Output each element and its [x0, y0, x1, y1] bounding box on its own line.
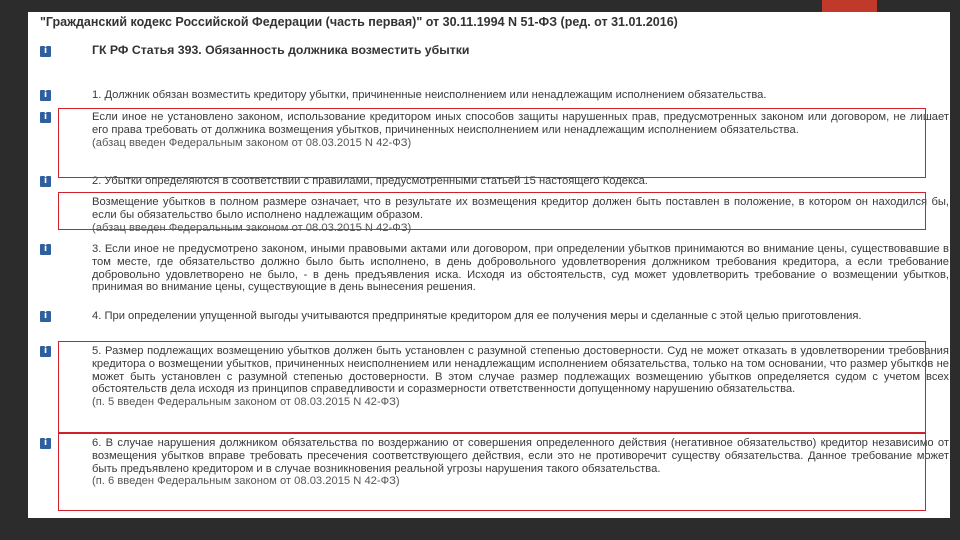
paragraph-text: 3. Если иное не предусмотрено законом, иными правовыми актами или договором, при определении убытков принимаются во внимание цены, существовавшие в том месте, где обязательство должно было быть исполнено, в день добровольного удовлетворения должником требования кредитора, а если требование добровольно удовлетворено не было, - в день предъявления иска. Исходя из обстоятельств, суд может удовлетворить требование о возмещении убытков, принимая во внимание цены, существующие в день вынесения решения.: [92, 243, 949, 294]
info-icon[interactable]: i: [40, 438, 51, 449]
paragraph-text-block: [92, 345, 949, 409]
info-icon[interactable]: i: [40, 176, 51, 187]
paragraph-text: 4. При определении упущенной выгоды учитываются предпринятые кредитором для ее получения меры и сделанные с этой целью приготовления.: [92, 310, 862, 322]
amendment-note: (п. 6 введен Федеральным законом от 08.03.2015 N 42-ФЗ): [92, 475, 400, 488]
paragraph-text: Возмещение убытков в полном размере означает, что в результате их возмещения кредитор должен быть поставлен в положение, в котором он находился бы, если бы обязательство было исполнено надлежащим образом.: [92, 196, 949, 221]
info-icon[interactable]: i: [40, 46, 51, 57]
info-icon[interactable]: i: [40, 311, 51, 322]
info-icon[interactable]: i: [40, 90, 51, 101]
article-title: ГК РФ Статья 393. Обязанность должника возместить убытки: [92, 43, 470, 57]
info-icon[interactable]: i: [40, 244, 51, 255]
amendment-note: (абзац введен Федеральным законом от 08.03.2015 N 42-ФЗ): [92, 221, 412, 234]
amendment-note: (абзац введен Федеральным законом от 08.03.2015 N 42-ФЗ): [92, 136, 412, 149]
amendment-note: (п. 5 введен Федеральным законом от 08.03.2015 N 42-ФЗ): [92, 396, 400, 409]
info-icon[interactable]: i: [40, 346, 51, 357]
paragraph-text: 6. В случае нарушения должником обязательства по воздержанию от совершения определенного действия (негативное обязательство) кредитор независимо от возмещения убытков вправе требовать пресечения соответствующего действия, если это не противоречит существу обязательства. Данное требование может быть предъявлено кредитором и в случае возникновения реальной угрозы нарушения такого обязательства.: [92, 437, 949, 475]
paragraph-text: 5. Размер подлежащих возмещению убытков должен быть установлен с разумной степенью достоверности. Суд не может отказать в удовлетворении требования кредитора о возмещении убытков, причиненных неисполнением или ненадлежащим исполнением обязательства, только на том основании, что размер убытков не может быть установлен с разумной степенью достоверности. В этом случае размер подлежащих возмещению убытков определяется судом с учетом всех обстоятельств дела исходя из принципов справедливости и соразмерности ответственности допущенному нарушению обязательства.: [92, 345, 949, 396]
paragraph-text-block: [92, 196, 949, 234]
paragraph-text: Если иное не установлено законом, использование кредитором иных способов защиты нарушенных прав, предусмотренных законом или договором, не лишает его права требовать от должника возмещения убытков, причиненных неисполнением или ненадлежащим исполнением обязательства.: [92, 111, 949, 136]
info-icon[interactable]: i: [40, 112, 51, 123]
paragraph-text: 2. Убытки определяются в соответствии с правилами, предусмотренными статьей 15 настоящего Кодекса.: [92, 175, 648, 187]
paragraph-text: 1. Должник обязан возместить кредитору убытки, причиненные неисполнением или ненадлежащим исполнением обязательства.: [92, 89, 767, 101]
paragraph-text-block: [92, 111, 949, 149]
document-page: [28, 12, 950, 518]
paragraph-text-block: [92, 437, 949, 488]
document-header: "Гражданский кодекс Российской Федерации (часть первая)" от 30.11.1994 N 51-ФЗ (ред. от 31.01.2016): [40, 15, 678, 29]
